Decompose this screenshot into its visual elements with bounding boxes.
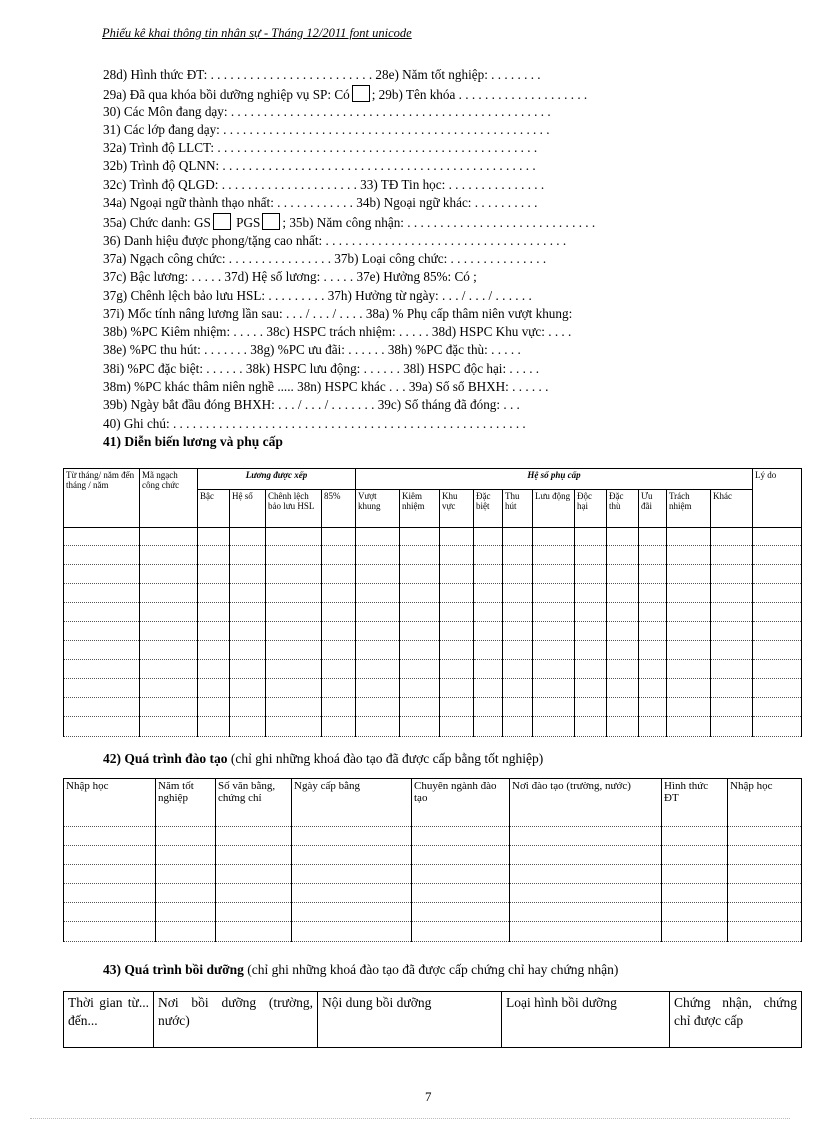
- line-36: 36) Danh hiệu được phong/tặng cao nhất: . . . . . . . . . . . . . . . . . . . . . . . . . . . . . . . . . . . . .: [103, 233, 567, 248]
- col-preferential: Ưu đãi: [639, 490, 667, 528]
- checkbox-gs[interactable]: [213, 213, 231, 230]
- table-row[interactable]: [64, 546, 802, 565]
- table-row[interactable]: [64, 903, 802, 922]
- col-major: Chuyên ngành đào tạo: [412, 779, 510, 827]
- line-38m: 38m) %PC khác thâm niên nghề ..... 38n) HSPC khác . . . 39a) Số sổ BHXH: . . . . . .: [103, 379, 549, 394]
- col-period: Thời gian từ... đến...: [64, 992, 154, 1048]
- line-35b-label: ; 35b) Năm công nhận: . . . . . . . . . . . . . . . . . . . . . . . . . . . . .: [282, 215, 596, 230]
- line-28: 28d) Hình thức ĐT: . . . . . . . . . . . . . . . . . . . . . . . . . 28e) Năm tốt nghiệp: . . . . . . . .: [103, 67, 541, 82]
- line-32a: 32a) Trình độ LLCT: . . . . . . . . . . . . . . . . . . . . . . . . . . . . . . . . . . . . . . . . . . . . . . . . .: [103, 140, 538, 155]
- refresher-training-table: [63, 991, 802, 1048]
- section-41-title: 41) Diễn biến lương và phụ cấp: [103, 434, 283, 449]
- line-34: 34a) Ngoại ngữ thành thạo nhất: . . . . . . . . . . . . 34b) Ngoại ngữ khác: . . . . . . . . . .: [103, 195, 538, 210]
- line-39b: 39b) Ngày bắt đầu đóng BHXH: . . . / . . . / . . . . . . . 39c) Số tháng đã đóng: . . .: [103, 397, 520, 412]
- table-row[interactable]: [64, 827, 802, 846]
- table-row[interactable]: [64, 603, 802, 622]
- col-specific: Đặc thù: [607, 490, 639, 528]
- group-salary: Lương được xếp: [198, 469, 356, 490]
- pgs-label: PGS: [236, 215, 261, 230]
- col-enroll: Nhập học: [64, 779, 156, 827]
- checkbox-29a[interactable]: [352, 85, 370, 102]
- page-number: 7: [425, 1089, 432, 1104]
- col-diploma-no: Số văn bằng, chứng chỉ: [216, 779, 292, 827]
- col-other: Khác: [711, 490, 753, 528]
- col-type: Loại hình bồi dưỡng: [502, 992, 670, 1048]
- line-32b: 32b) Trình độ QLNN: . . . . . . . . . . . . . . . . . . . . . . . . . . . . . . . . . . . . . . . . . . . . . . . .: [103, 158, 536, 173]
- table-row[interactable]: [64, 846, 802, 865]
- col-reason: Lý do: [753, 469, 802, 528]
- line-29: [103, 85, 587, 101]
- line-37i: 37i) Mốc tính nâng lương lần sau: . . . / . . . / . . . . 38a) % Phụ cấp thâm niên vượt khung:: [103, 306, 573, 321]
- col-mode: Hình thức ĐT: [662, 779, 728, 827]
- col-preserved-diff: Chênh lệch bảo lưu HSL: [266, 490, 322, 528]
- col-enroll-2: Nhập học: [728, 779, 802, 827]
- line-31: 31) Các lớp đang dạy: . . . . . . . . . . . . . . . . . . . . . . . . . . . . . . . . . . . . . . . . . . . . . . . . . .: [103, 122, 550, 137]
- line-32c: 32c) Trình độ QLGD: . . . . . . . . . . . . . . . . . . . . . 33) TĐ Tin học: . . . . . . . . . . . . . . .: [103, 177, 545, 192]
- col-place: Nơi bồi dưỡng (trường, nước): [154, 992, 318, 1048]
- line-38b: 38b) %PC Kiêm nhiệm: . . . . . 38c) HSPC trách nhiệm: . . . . . 38d) HSPC Khu vực: . . . .: [103, 324, 572, 339]
- line-35: [103, 213, 595, 229]
- table-row[interactable]: [64, 698, 802, 717]
- col-certificate: Chứng nhận, chứng chỉ được cấp: [670, 992, 802, 1048]
- page-header: Phiếu kê khai thông tin nhân sự - Tháng 12/2011 font unicode: [102, 26, 412, 40]
- col-coefficient: Hệ số: [230, 490, 266, 528]
- line-37c: 37c) Bậc lương: . . . . . 37d) Hệ số lương: . . . . . 37e) Hưởng 85%: Có ;: [103, 269, 477, 284]
- col-issue-date: Ngày cấp bằng: [292, 779, 412, 827]
- table-row[interactable]: [64, 641, 802, 660]
- table-row[interactable]: [64, 565, 802, 584]
- col-responsibility: Trách nhiệm: [667, 490, 711, 528]
- line-38e: 38e) %PC thu hút: . . . . . . . 38g) %PC ưu đãi: . . . . . . 38h) %PC đặc thù: . . . . .: [103, 342, 521, 357]
- table-row[interactable]: [64, 622, 802, 641]
- table-row[interactable]: [64, 865, 802, 884]
- line-37g: 37g) Chênh lệch bảo lưu HSL: . . . . . . . . . 37h) Hưởng từ ngày: . . . / . . . / . . . . . .: [103, 288, 532, 303]
- table-row[interactable]: [64, 584, 802, 603]
- col-mobile: Lưu động: [533, 490, 575, 528]
- line-38i: 38i) %PC đặc biệt: . . . . . . 38k) HSPC lưu động: . . . . . . 38l) HSPC độc hại: . . . . .: [103, 361, 540, 376]
- line-37a: 37a) Ngạch công chức: . . . . . . . . . . . . . . . . 37b) Loại công chức: . . . . . . . . . . . . . . .: [103, 251, 547, 266]
- col-attraction: Thu hút: [503, 490, 533, 528]
- line-40: 40) Ghi chú: . . . . . . . . . . . . . . . . . . . . . . . . . . . . . . . . . . . . . . . . . . . . . . . . . . . . . .: [103, 416, 526, 431]
- checkbox-pgs[interactable]: [262, 213, 280, 230]
- col-institution: Nơi đào tạo (trường, nước): [510, 779, 662, 827]
- group-allowance: Hệ số phụ cấp: [356, 469, 753, 490]
- table-row[interactable]: [64, 884, 802, 903]
- section-43-title: 43) Quá trình bồi dưỡng (chỉ ghi những khoá đào tạo đã được cấp chứng chỉ hay chứng nhận): [103, 962, 619, 977]
- col-85: 85%: [322, 490, 356, 528]
- col-grad-year: Năm tốt nghiệp: [156, 779, 216, 827]
- col-over-frame: Vượt khung: [356, 490, 400, 528]
- table-row[interactable]: [64, 679, 802, 698]
- salary-history-table: [63, 468, 802, 737]
- col-rank-code: Mã ngạch công chức: [140, 469, 198, 528]
- line-35a-label: 35a) Chức danh: GS: [103, 215, 211, 230]
- col-concurrent: Kiêm nhiệm: [400, 490, 440, 528]
- col-content: Nội dung bồi dưỡng: [318, 992, 502, 1048]
- table-row[interactable]: [64, 660, 802, 679]
- col-level: Bậc: [198, 490, 230, 528]
- table-row[interactable]: [64, 922, 802, 942]
- table-row[interactable]: [64, 717, 802, 737]
- bottom-divider: [30, 1118, 790, 1119]
- col-from-to: Từ tháng/ năm đến tháng / năm: [64, 469, 140, 528]
- col-region: Khu vực: [440, 490, 474, 528]
- section-42-title: 42) Quá trình đào tạo (chỉ ghi những khoá đào tạo đã được cấp bằng tốt nghiệp): [103, 751, 544, 766]
- line-29a-label: 29a) Đã qua khóa bồi dưỡng nghiệp vụ SP: Có: [103, 87, 350, 102]
- table-row[interactable]: [64, 528, 802, 546]
- line-30: 30) Các Môn đang dạy: . . . . . . . . . . . . . . . . . . . . . . . . . . . . . . . . . . . . . . . . . . . . . . . . .: [103, 104, 551, 119]
- training-table: [63, 778, 802, 942]
- col-special: Đặc biệt: [474, 490, 503, 528]
- col-hazard: Độc hại: [575, 490, 607, 528]
- line-29b-label: ; 29b) Tên khóa . . . . . . . . . . . . . . . . . . . .: [371, 87, 588, 102]
